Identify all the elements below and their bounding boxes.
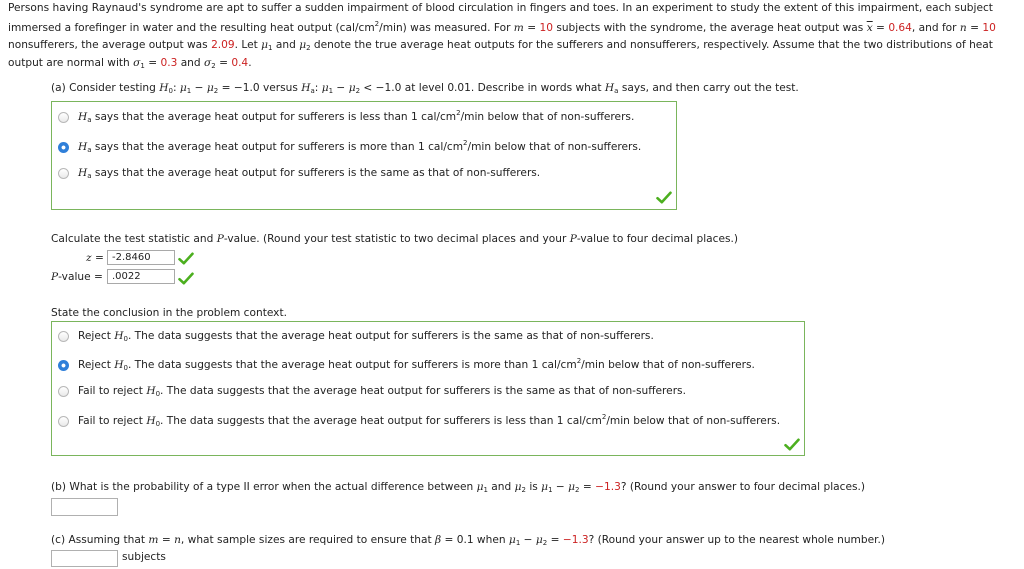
conclusion-option-4[interactable] [58,415,780,427]
instruction-text: -value. (Round your test statistic to two decimal places and your [223,233,570,245]
h-symbol: H [604,82,615,94]
intro-text: and [177,57,204,69]
mu-symbol: μ [299,39,307,51]
sigma1-value: 0.3 [160,57,178,69]
pvalue-label [51,271,103,283]
h-symbol: H [114,359,124,371]
option-text: Reject [78,359,115,371]
prompt-text: = 0.1 when [441,534,509,546]
z-symbol: z [86,252,92,264]
equals-sign: = [872,22,889,34]
option-text: Fail to reject [78,415,147,427]
m-value: 10 [539,22,553,34]
xbar-symbol: $\overline{x}$ [866,22,873,34]
prompt-text: (c) Assuming that [51,534,149,546]
mu-symbol: μ [321,82,329,94]
intro-text: . [248,57,252,69]
radio-button[interactable] [58,112,69,123]
sigma-symbol: σ [204,57,212,69]
p-symbol: P [569,233,577,245]
h-symbol: H [78,141,88,153]
option-text: /min below that of non-sufferers. [467,141,642,153]
conclusion-options-group [51,321,805,456]
part-b-prompt: (b) What is the probability of a type II error when the actual difference between $\mu_1$ and $\mu_2$ is $\mu_1 - \mu_2 = -1.3$? (Round your answer to four decimal places.) [51,481,866,494]
ha-option-2[interactable] [58,141,641,153]
h-symbol: H [78,111,88,123]
ha-options-group [51,101,677,210]
conclusion-heading: State the conclusion in the problem context. [51,307,287,319]
instruction-text: Calculate the test statistic and [51,233,217,245]
mu-symbol: μ [476,481,484,493]
z-input[interactable]: -2.8460 [107,250,175,265]
beta-symbol: β [434,534,442,546]
equals-sign: = [215,57,232,69]
radio-button[interactable] [58,416,69,427]
option-label: Reject $H_0$. The data suggests that the average heat output for sufferers is more than 1 cal/$cm^2/\min$ below that of non-sufferers. [78,357,755,372]
prompt-text: and [487,481,515,493]
h-symbol: H [159,82,169,94]
intro-line-1 [8,2,993,14]
option-text: /min below that of non-sufferers. [460,111,635,123]
option-text: . The data suggests that the average heat output for sufferers is less than 1 cal/cm [160,415,602,427]
mu-symbol: μ [568,481,576,493]
prompt-text: = −1.0 versus [218,82,302,94]
sigma2-value: 0.4 [231,57,249,69]
p-symbol: P [51,271,59,283]
prompt-text: is [525,481,542,493]
n-value: 10 [982,22,996,34]
option-text: . The data suggests that the average heat output for sufferers is the same as that of non-sufferers. [160,385,686,397]
option-text: says that the average heat output for sufferers is more than 1 cal/cm [94,141,464,153]
equals-sign: = [966,22,983,34]
prompt-text: = [579,481,596,493]
option-label: $H_a$ says that the average heat output for sufferers is the same as that of non-sufferers. [78,167,541,180]
mu-symbol: μ [541,481,549,493]
option-text: says that the average heat output for sufferers is less than 1 cal/cm [94,111,457,123]
radio-button-selected[interactable] [58,142,69,153]
h-symbol: H [301,82,311,94]
sample-size-input[interactable] [51,550,118,567]
h-symbol: H [146,415,156,427]
option-text: . The data suggests that the average heat output for sufferers is more than 1 cal/cm [127,359,577,371]
prompt-text: (b) What is the probability of a type II error when the actual difference between [51,481,477,493]
intro-text: , and for [911,22,960,34]
checkmark-icon [656,191,672,204]
equals-sign: = [523,22,540,34]
n-symbol: n [959,22,967,34]
checkmark-icon [178,252,194,265]
mu-symbol: μ [514,481,522,493]
test-stat-instruction [51,233,738,245]
option-label: $H_a$ says that the average heat output for sufferers is more than 1 cal/$cm^2/\min$ below that of non-sufferers. [78,139,642,154]
m-symbol: m [148,534,159,546]
mu-symbol: μ [348,82,356,94]
h-symbol: H [114,330,124,342]
ha-option-1[interactable] [58,111,634,123]
pvalue-input[interactable]: .0022 [107,269,175,284]
equals-sign: = [90,271,103,283]
h-symbol: H [146,385,156,397]
checkmark-icon [784,438,800,451]
checkmark-icon [178,272,194,285]
intro-line-4: output are normal with $\sigma_1 = 0.3$ and $\sigma_2 = 0.4$. [8,57,252,70]
intro-text: Persons having Raynaud's syndrome are apt to suffer a sudden impairment of blood circulation in fingers and toes. In an experiment to study the extent of this impairment, each subject [8,2,993,14]
equals-sign: = [144,57,161,69]
prompt-text: (a) Consider testing [51,82,160,94]
subjects-label: subjects [122,551,166,563]
p-symbol: P [216,233,224,245]
option-label: Fail to reject $H_0$. The data suggests that the average heat output for sufferers is less than 1 cal/$cm^2/\min$ below that of non-sufferers. [78,413,781,428]
instruction-text: -value to four decimal places.) [576,233,738,245]
radio-button-selected[interactable] [58,360,69,371]
option-label: $H_a$ says that the average heat output for sufferers is less than 1 cal/$cm^2/\min$ below that of non-sufferers. [78,109,635,124]
prompt-text: < −1.0 at level 0.01. Describe in words what [360,82,605,94]
prompt-text: = [547,534,563,546]
option-label: Reject $H_0$. The data suggests that the average heat output for sufferers is the same as that of non-sufferers. [78,330,654,343]
radio-button[interactable] [58,168,69,179]
option-text: Fail to reject [78,385,147,397]
intro-text: nonsufferers, the average output was [8,39,212,51]
m-symbol: m [513,22,524,34]
intro-line-3: nonsufferers, the average output was 2.09. Let $\mu_1$ and $\mu_2$ denote the true average heat outputs for the sufferers and nonsufferers, respectively. Assume that the two distributions of heat [8,39,993,52]
intro-line-2: immersed a forefinger in water and the resulting heat output $(cal/cm^2/\min)$ was measured. For m = 10 subjects with the syndrome, the average heat output was $\overline{x} = 0.64$, and for n = 10 [8,20,996,34]
equals-sign: = [91,252,104,264]
intro-text: and [272,39,300,51]
pvalue-label-text: -value [58,271,91,283]
sigma-symbol: σ [133,57,141,69]
h-symbol: H [78,167,88,179]
option-text: . The data suggests that the average heat output for sufferers is the same as that of non-sufferers. [127,330,654,342]
intro-text: subjects with the syndrome, the average heat output was [552,22,867,34]
difference-value: −1.3 [562,534,589,546]
mu-symbol: μ [261,39,269,51]
part-a-prompt: (a) Consider testing $H_0$: $\mu_1 - \mu_2 = -1.0$ versus $H_a$: $\mu_1 - \mu_2 < -1.0$ at level 0.01. Describe in words what $H_a$ says, and then carry out the test. [51,82,799,95]
difference-value: −1.3 [595,481,621,493]
n-symbol: n [174,534,181,546]
prompt-text: , what sample sizes are required to ensure that [180,534,435,546]
radio-button[interactable] [58,386,69,397]
nonsufferer-average: 2.09 [211,39,235,51]
mu-symbol: μ [206,82,214,94]
radio-button[interactable] [58,331,69,342]
option-text: Reject [78,330,115,342]
option-text: /min below that of non-sufferers. [581,359,755,371]
conclusion-option-2[interactable] [58,359,755,371]
prompt-text: says, and then carry out the test. [618,82,799,94]
intro-text: output are normal with [8,57,134,69]
prompt-text: : [172,82,180,94]
part-c-prompt: (c) Assuming that m = n, what sample sizes are required to ensure that β = 0.1 when $\mu_1 - \mu_2 = -1.3$? (Round your answer up to the nearest whole number.) [51,534,885,547]
prompt-text: : [314,82,322,94]
conclusion-option-1[interactable] [58,330,654,342]
intro-text: immersed a forefinger in water and the resulting heat output (cal/cm [8,22,375,34]
type-ii-error-input[interactable] [51,498,118,516]
intro-text: /min) was measured. For [379,22,514,34]
mu-symbol: μ [179,82,187,94]
intro-text: . Let [234,39,262,51]
intro-text: denote the true average heat outputs for the sufferers and nonsufferers, respectively. Assume that the two distributions of heat [310,39,993,51]
prompt-text: ? (Round your answer to four decimal places.) [620,481,866,493]
prompt-text: ? (Round your answer up to the nearest whole number.) [588,534,885,546]
mu-symbol: μ [535,534,543,546]
option-label: Fail to reject $H_0$. The data suggests that the average heat output for sufferers is the same as that of non-sufferers. [78,385,686,398]
option-text: says that the average heat output for sufferers is the same as that of non-sufferers. [94,167,541,179]
conclusion-option-3[interactable] [58,385,686,397]
prompt-text: = [158,534,175,546]
option-text: /min below that of non-sufferers. [606,415,781,427]
ha-option-3[interactable] [58,167,540,179]
z-label [86,252,104,264]
xbar-value: 0.64 [888,22,912,34]
mu-symbol: μ [508,534,516,546]
